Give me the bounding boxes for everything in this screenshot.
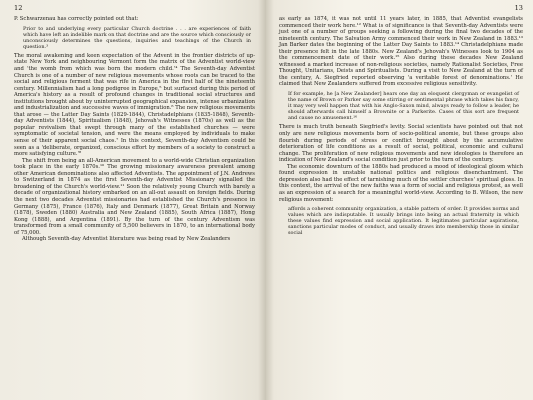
intro-line: P. Schwarzenau has correctly pointed out that:: [14, 16, 139, 22]
left-page: [0, 0, 266, 400]
block-quote-right: [288, 91, 519, 121]
body-paragraph: as early as 1874, it was not until 11 years later, in 1885, that Adventist evangelists commenced their work here.¹² What is of significance is that Seventh-day Adventists were just one of a number of groups seeking a following during the final two decades of the nineteenth century. The Salvation Army commenced their work in New Zealand in 1883.¹³ Jan Barker dates the beginning of the Latter Day Saints to 1883.¹⁴ Christadelphians made their presence felt in the late 1880s. New Zealand's Jehovah's Witnesses look to 1904 as the commencement date of their work.¹⁵ Also during these decades New Zealand witnessed a marked increase of non-religious societies, namely Rationalist Societies, Free Thought, Unitarians, Deists and Spiritualists. During a visit to New Zealand at the turn of the century, A. Siegfried reported observing 'a veritable forest of denominations.' He claimed that New Zealanders suffered from excessive religious sensitivity.: [279, 16, 523, 88]
right-page: [266, 0, 533, 400]
block-quote-right-bottom: [288, 206, 519, 236]
page-number-left: 12: [14, 4, 23, 12]
body-paragraph: The shift from being an all-American movement to a world-wide Christian organization took place in the early 1870s.¹⁰ The growing missionary awareness prevalent among other American denominations also affected Adventists. The appointment of J.N. Andrews to Switzerland in 1874 as the first Seventh-day Adventist Missionary signalled the broadening of the Church's world-view.¹¹ Soon the relatively young Church with barely a decade of organizational history embarked on an all-out assault on foreign fields. During the next two decades Adventist missionaries had established the Church's presence in Germany (1875), France (1876), Italy and Denmark (1877), Great Britain and Norway (1878), Sweden (1880) Australia and New Zealand (1885), South Africa (1887), Hong Kong (1888), and Argentina (1891). By the turn of the century Adventism was transformed from a small community of 5,500 believers in 1870, to an international body of 75,000.: [14, 157, 255, 236]
block-quote-text: Prior to and underlying every particular Church doctrine . . . are experiences of faith which have left an indelible mark on that doctrine and are the source which consciously or unconsciously determines the questions, inquiries and teachings of the Church in question.³: [23, 25, 251, 50]
block-quote-text: If for example, he [a New Zealander] hears one day an eloquent clergyman or evangelist of the name of Brown or Parker say some stirring or sentimental phrase which takes his fancy, it may very well happen that with his Anglo-Saxon mind, always ready to follow a leader, he should afterwards call himself a Brownite or a Parkerite. Cases of this sort are frequent and cause no amusement.¹⁶: [288, 91, 519, 122]
body-paragraph: The moral awakening and keen expectation of the Advent in the frontier districts of up-state New York and neighbouring Vermont form the matrix of the Adventist world-view and 'the womb from which was born the modern child.'⁴ The Seventh-day Adventist Church is one of a number of new religious movements whose roots can be traced to the social and religious ferment that was rife in America in the first half of the nineteenth century. Millennialism had a long pedigree in Europe,⁵ but surfaced during this period of America's history as a result of profound changes in traditional social structures and institutions brought about by uninterrupted geographical expansion, intense urbanization and industrialization and successive waves of immigration.⁶ The new religious movements that arose — the Latter Day Saints (1829-1844), Christadelphians (1835-1848), Seventh-day Adventists (1844), Spiritualism (1848), Jehovah's Witnesses (1870s) as well as the popular revivalism that swept through many of the established churches — were symptomatic of societal tension, and were the means employed by individuals to make sense of their apparent social chaos.⁷ In this context, Seventh-day Adventism could be seen as a 'deliberate, organized, conscious effort by members of a society to construct a more satisfying culture.'⁸: [14, 52, 255, 158]
body-paragraph: Although Seventh-day Adventist literature was being read by New Zealanders: [22, 236, 231, 243]
body-paragraph: The economic downturn of the 1880s had produced a mood of ideological gloom which found expression in unstable national politics and religious disenchantment. The depression also had the effect of tarnishing much of the settler churches' spiritual gloss. In this context, the arrival of the new faiths was a form of social and religious protest, as well as an expression of a search for a meaningful world-view. According to B. Wilson, the new religious movement:: [279, 163, 523, 203]
block-quote-left: [23, 26, 251, 50]
page-number-right: 13: [514, 4, 523, 12]
block-quote-text: affords a coherent community organization, a stable pattern of order. It provides norms and values which are indisputable. It usually brings into being an actual fraternity in which these values find expression and social application. It legitimates particular aspirations, sanctions particular modes of conduct, and usually draws into membership those in similar social: [288, 206, 519, 237]
body-paragraph: There is much truth beneath Siegfried's levity. Social scientists have pointed out that not only are new religious movements born of socio-political anomie, but these groups also flourish during periods of stress or conflict brought about by the accumulative deterioration of life conditions as a result of social, political, economic and cultural change. The proliferation of new religious movements and new ideologies is therefore an indication of New Zealand's social condition just prior to the turn of the century.: [279, 124, 523, 164]
